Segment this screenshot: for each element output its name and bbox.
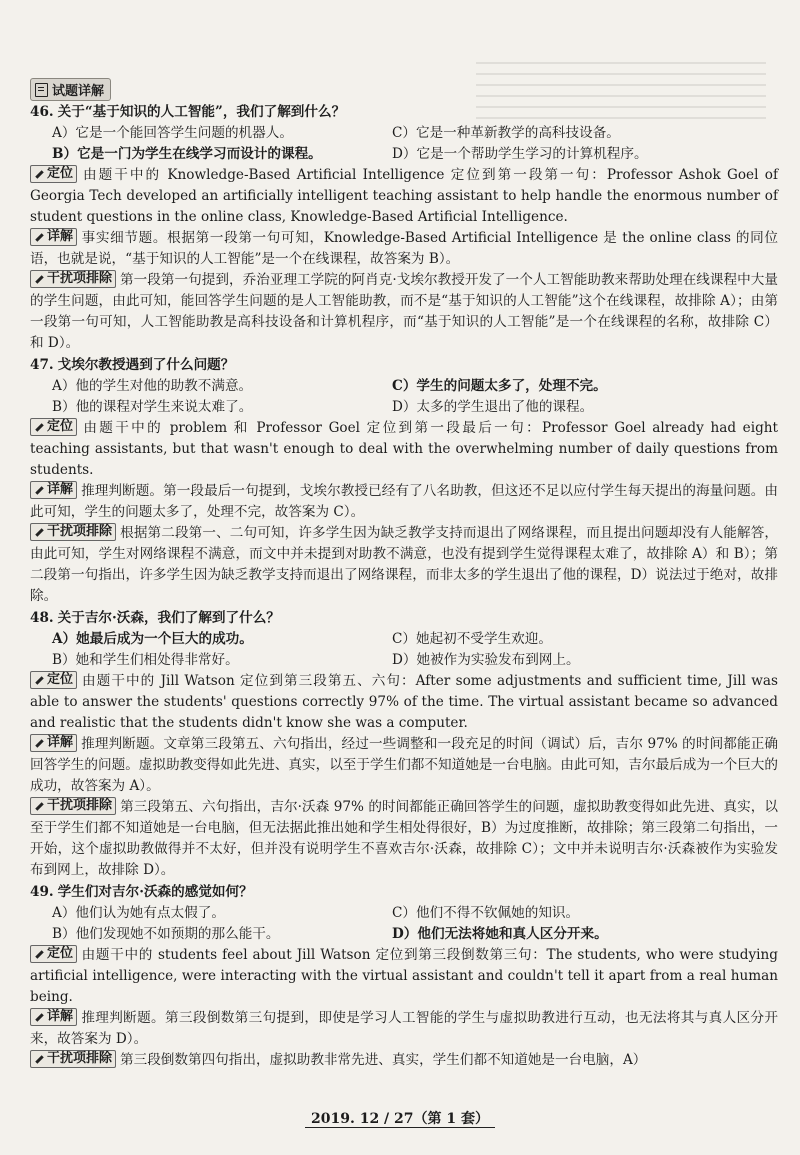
option: D）她被作为实验发布到网上。	[392, 652, 580, 668]
section-tag-label: 试题详解	[52, 84, 105, 99]
option: B）她和学生们相处得非常好。	[52, 652, 239, 668]
pen-icon	[34, 675, 44, 685]
option: B）他的课程对学生来说太难了。	[52, 399, 253, 415]
option: C）学生的问题太多了，处理不完。	[392, 378, 607, 394]
question-block	[30, 102, 778, 354]
option: A）它是一个能回答学生问题的机器人。	[52, 125, 293, 141]
detail-label-text: 详解	[47, 482, 74, 497]
exclude-text: 第三段第五、六句指出，吉尔·沃森 97% 的时间都能正确回答学生的问题，虚拟助教变得如此先进、真实，以至于学生们都不知道她是一台电脑，但无法据此推出她和学生相处得很好，B）为过度推断，故排除；第三段第二句指出，一开始，这个虚拟助教做得并不太好，但并没有说明学生不喜欢吉尔·沃森，故排除 C）；文中并未说明吉尔·沃森被作为实验发布到网上，故排除 D）。	[30, 799, 778, 878]
exclude-label	[30, 270, 116, 288]
detail-text: 推理判断题。第三段倒数第三句提到，即使是学习人工智能的学生与虚拟助教进行互动，也无法将其与真人区分开来，故答案为 D）。	[30, 1010, 778, 1047]
locate-text: 由题干中的 problem 和 Professor Goel 定位到第一段最后一句：Professor Goel already had eight teaching assistants, but that wasn't enough to deal with the overwhelming number of daily questions from students.	[30, 420, 778, 478]
detail-label	[30, 228, 77, 246]
option: D）他们无法将她和真人区分开来。	[392, 926, 608, 942]
detail-text: 推理判断题。第一段最后一句提到，戈埃尔教授已经有了八名助教，但这还不足以应付学生每天提出的海量问题。由此可知，学生的问题太多了，处理不完，故答案为 C）。	[30, 483, 778, 520]
question-stem	[30, 608, 778, 629]
question-number: 48.	[30, 610, 54, 626]
book-icon	[35, 83, 48, 97]
option: C）他们不得不钦佩她的知识。	[392, 905, 580, 921]
question-number: 46.	[30, 104, 54, 120]
locate-label-text: 定位	[47, 672, 74, 687]
option: B）他们发现她不如预期的那么能干。	[52, 926, 280, 942]
locate-label-text: 定位	[47, 166, 74, 181]
pen-icon	[34, 485, 44, 495]
detail-text: 事实细节题。根据第一段第一句可知，Knowledge-Based Artificial Intelligence 是 the online class 的同位语，也就是说，“基于知识的人工智能”是一个在线课程，故答案为 B）。	[30, 230, 778, 267]
question-stem	[30, 102, 778, 123]
locate-label	[30, 671, 77, 689]
locate-label	[30, 945, 77, 963]
question-number: 47.	[30, 357, 54, 373]
option: C）她起初不受学生欢迎。	[392, 631, 552, 647]
detail-paragraph	[30, 1008, 778, 1050]
exclude-text: 第三段倒数第四句指出，虚拟助教非常先进、真实，学生们都不知道她是一台电脑，A）	[120, 1052, 647, 1068]
question-block	[30, 355, 778, 607]
pen-icon	[34, 738, 44, 748]
page-footer-text: 2019. 12 / 27（第 1 套）	[305, 1111, 495, 1128]
exclude-label-text: 干扰项排除	[47, 524, 113, 539]
detail-text: 推理判断题。文章第三段第五、六句指出，经过一些调整和一段充足的时间（调试）后，吉尔 97% 的时间都能正确回答学生的问题。虚拟助教变得如此先进、真实，以至于学生们都不知道她是一台电脑。由此可知，吉尔最后成为一个巨大的成功，故答案为 A）。	[30, 736, 778, 794]
locate-paragraph	[30, 165, 778, 228]
exclude-paragraph	[30, 1050, 778, 1071]
option: D）太多的学生退出了他的课程。	[392, 399, 594, 415]
option: A）他们认为她有点太假了。	[52, 905, 225, 921]
exclude-label-text: 干扰项排除	[47, 1051, 113, 1066]
option: C）它是一种革新教学的高科技设备。	[392, 125, 620, 141]
pen-icon	[34, 422, 44, 432]
question-text: 戈埃尔教授遇到了什么问题？	[57, 357, 235, 373]
pen-icon	[34, 232, 44, 242]
question-text: 学生们对吉尔·沃森的感觉如何？	[57, 884, 253, 900]
locate-label	[30, 418, 77, 436]
options-grid	[30, 629, 778, 671]
question-text: 关于“基于知识的人工智能”，我们了解到什么？	[57, 104, 346, 120]
option: B）它是一门为学生在线学习而设计的课程。	[52, 146, 322, 162]
exclude-label-text: 干扰项排除	[47, 798, 113, 813]
pen-icon	[34, 527, 44, 537]
detail-paragraph	[30, 228, 778, 270]
detail-paragraph	[30, 481, 778, 523]
question-stem	[30, 355, 778, 376]
option: A）他的学生对他的助教不满意。	[52, 378, 253, 394]
question-number: 49.	[30, 884, 54, 900]
detail-label	[30, 481, 77, 499]
pen-icon	[34, 1054, 44, 1064]
explanation-content	[30, 101, 778, 1071]
pen-icon	[34, 169, 44, 179]
locate-text: 由题干中的 Knowledge-Based Artificial Intelligence 定位到第一段第一句：Professor Ashok Goel of Georgia Tech developed an artificially intelligent teaching assistant to help handle the enormous number of student questions in the online class, Knowledge-Based Artificial Intelligence.	[30, 167, 778, 225]
exclude-label	[30, 797, 116, 815]
options-grid	[30, 376, 778, 418]
locate-label	[30, 165, 77, 183]
detail-label-text: 详解	[47, 1009, 74, 1024]
exclude-paragraph	[30, 270, 778, 354]
locate-paragraph	[30, 671, 778, 734]
exclude-label-text: 干扰项排除	[47, 271, 113, 286]
locate-label-text: 定位	[47, 419, 74, 434]
locate-text: 由题干中的 students feel about Jill Watson 定位到第三段倒数第三句：The students, who were studying artificial intelligence, were interacting with the virtual assistant and couldn't tell it apart from a real human being.	[30, 947, 778, 1005]
detail-label-text: 详解	[47, 735, 74, 750]
locate-text: 由题干中的 Jill Watson 定位到第三段第五、六句：After some adjustments and sufficient time, Jill was able to answer the students' questions correctly 97% of the time. The virtual assistant became so advanced and realistic that the students didn't know she was a computer.	[30, 673, 778, 731]
page-footer	[0, 1108, 800, 1128]
detail-paragraph	[30, 734, 778, 797]
question-stem	[30, 882, 778, 903]
exclude-text: 第一段第一句提到，乔治亚理工学院的阿肖克·戈埃尔教授开发了一个人工智能助教来帮助处理在线课程中大量的学生问题，由此可知，能回答学生问题的是人工智能助教，而不是“基于知识的人工智能”这个在线课程，故排除 A）；由第一段第一句可知，人工智能助教是高科技设备和计算机程序，而“基于知识的人工智能”是一个在线课程的名称，故排除 C）和 D）。	[30, 272, 778, 351]
exclude-paragraph	[30, 797, 778, 881]
pen-icon	[34, 801, 44, 811]
pen-icon	[34, 949, 44, 959]
question-text: 关于吉尔·沃森，我们了解到了什么？	[57, 610, 280, 626]
pen-icon	[34, 274, 44, 284]
exclude-label	[30, 523, 116, 541]
locate-label-text: 定位	[47, 946, 74, 961]
option: A）她最后成为一个巨大的成功。	[52, 631, 253, 647]
detail-label	[30, 734, 77, 752]
question-block	[30, 608, 778, 881]
options-grid	[30, 903, 778, 945]
exclude-label	[30, 1050, 116, 1068]
locate-paragraph	[30, 945, 778, 1008]
option: D）它是一个帮助学生学习的计算机程序。	[392, 146, 648, 162]
exclude-text: 根据第二段第一、二句可知，许多学生因为缺乏教学支持而退出了网络课程，而且提出问题却没有人能解答，由此可知，学生对网络课程不满意，而文中并未提到对助教不满意，也没有提到学生觉得课程太难了，故排除 A）和 B）；第二段第一句指出，许多学生因为缺乏教学支持而退出了网络课程，而非太多的学生退出了他的课程，D）说法过于绝对，故排除。	[30, 525, 778, 604]
options-grid	[30, 123, 778, 165]
exclude-paragraph	[30, 523, 778, 607]
detail-label	[30, 1008, 77, 1026]
detail-label-text: 详解	[47, 229, 74, 244]
section-tag	[30, 78, 111, 101]
question-block	[30, 882, 778, 1071]
pen-icon	[34, 1012, 44, 1022]
locate-paragraph	[30, 418, 778, 481]
